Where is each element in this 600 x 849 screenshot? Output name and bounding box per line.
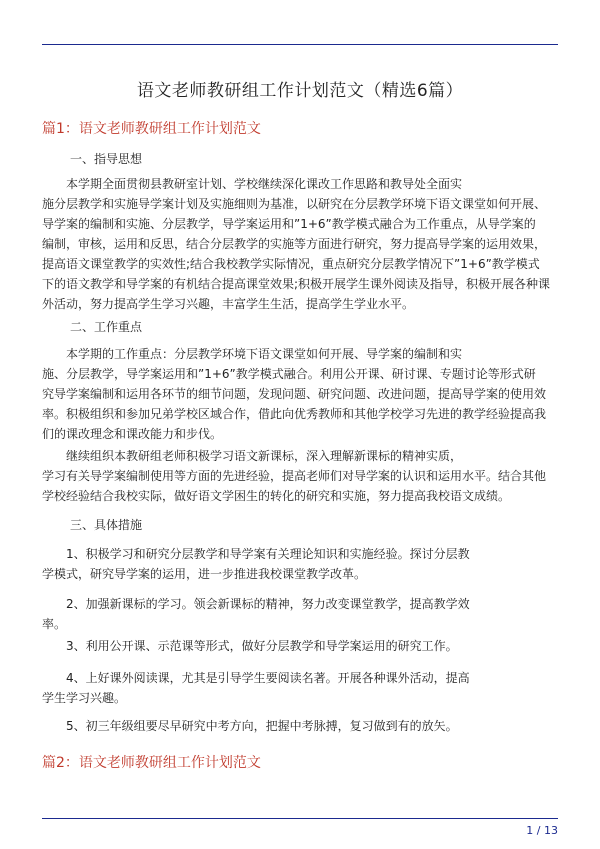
heading-work-focus: 二、工作重点	[70, 320, 143, 334]
text-line: 们的课改理念和课改能力和步伐。	[42, 427, 223, 441]
footer-rule	[42, 818, 558, 819]
measure-3	[42, 636, 558, 656]
text-line: 施、分层教学，导学案运用和”1+6”教学模式融合。利用公开课、研讨课、专题讨论等形式研	[42, 367, 536, 381]
measure-4	[42, 668, 558, 708]
document-title: 语文老师教研组工作计划范文（精选6篇）	[136, 81, 464, 101]
text-line: 学生学习兴趣。	[42, 691, 127, 705]
heading-guiding-ideology: 一、指导思想	[70, 152, 143, 166]
text-line: 3、利用公开课、示范课等形式，做好分层教学和导学案运用的研究工作。	[66, 639, 458, 653]
text-line: 学校经验结合我校实际，做好语文学困生的转化的研究和实施，努力提高我校语文成绩。	[42, 489, 511, 503]
text-line: 5、初三年级组要尽早研究中考方向，把握中考脉搏，复习做到有的放矢。	[66, 719, 458, 733]
measure-5	[42, 716, 558, 736]
text-line: 本学期的工作重点：分层教学环境下语文课堂如何开展、导学案的编制和实	[66, 347, 463, 361]
text-line: 1、积极学习和研究分层教学和导学案有关理论知识和实施经验。探讨分层教	[66, 547, 470, 561]
section-1-title: 篇1：语文老师教研组工作计划范文	[42, 121, 261, 137]
section-2-title: 篇2：语文老师教研组工作计划范文	[42, 755, 261, 771]
text-line: 率。	[42, 617, 67, 631]
text-line: 学模式，研究导学案的运用，进一步推进我校课堂教学改革。	[42, 567, 367, 581]
text-line: 编制，审核，运用和反思，结合分层教学的实施等方面进行研究，努力提高导学案的运用效果，	[42, 237, 547, 251]
text-line: 下的语文教学和导学案的有机结合提高课堂效果;积极开展学生课外阅读及指导，积极开展各种课	[42, 277, 551, 291]
paragraph-continue-study	[42, 446, 558, 506]
measure-2	[42, 594, 558, 634]
text-line: 率。积极组织和参加兄弟学校区域合作，借此向优秀教师和其他学校学习先进的教学经验提高我	[42, 407, 547, 421]
text-line: 本学期全面贯彻县教研室计划、学校继续深化课改工作思路和教导处全面实	[66, 177, 463, 191]
text-line: 2、加强新课标的学习。领会新课标的精神，努力改变课堂教学，提高教学效	[66, 597, 470, 611]
heading-specific-measures: 三、具体措施	[70, 518, 143, 532]
paragraph-guiding-ideology	[42, 174, 558, 314]
paragraph-work-focus	[42, 344, 558, 444]
header-rule	[42, 44, 558, 45]
text-line: 4、上好课外阅读课，尤其是引导学生要阅读名著。开展各种课外活动，提高	[66, 671, 470, 685]
text-line: 施分层教学和实施导学案计划及实施细则为基准，以研究在分层教学环境下语文课堂如何开展、	[42, 197, 547, 211]
text-line: 提高语文课堂教学的实效性;结合我校教学实际情况，重点研究分层教学情况下”1+6”教学模式	[42, 257, 540, 271]
text-line: 学习有关导学案编制使用等方面的先进经验，提高老师们对导学案的认识和运用水平。结合其他	[42, 469, 547, 483]
measure-1	[42, 544, 558, 584]
text-line: 究导学案编制和运用各环节的细节问题，发现问题、研究问题、改进问题，提高导学案的使用效	[42, 387, 547, 401]
text-line: 导学案的编制和实施、分层教学，导学案运用和”1+6”教学模式融合为工作重点，从导学案的	[42, 217, 536, 231]
page-indicator: 1 / 13	[526, 824, 558, 837]
text-line: 继续组织本教研组老师积极学习语文新课标，深入理解新课标的精神实质，	[66, 449, 463, 463]
text-line: 外活动，努力提高学生学习兴趣，丰富学生生活，提高学生学业水平。	[42, 297, 415, 311]
